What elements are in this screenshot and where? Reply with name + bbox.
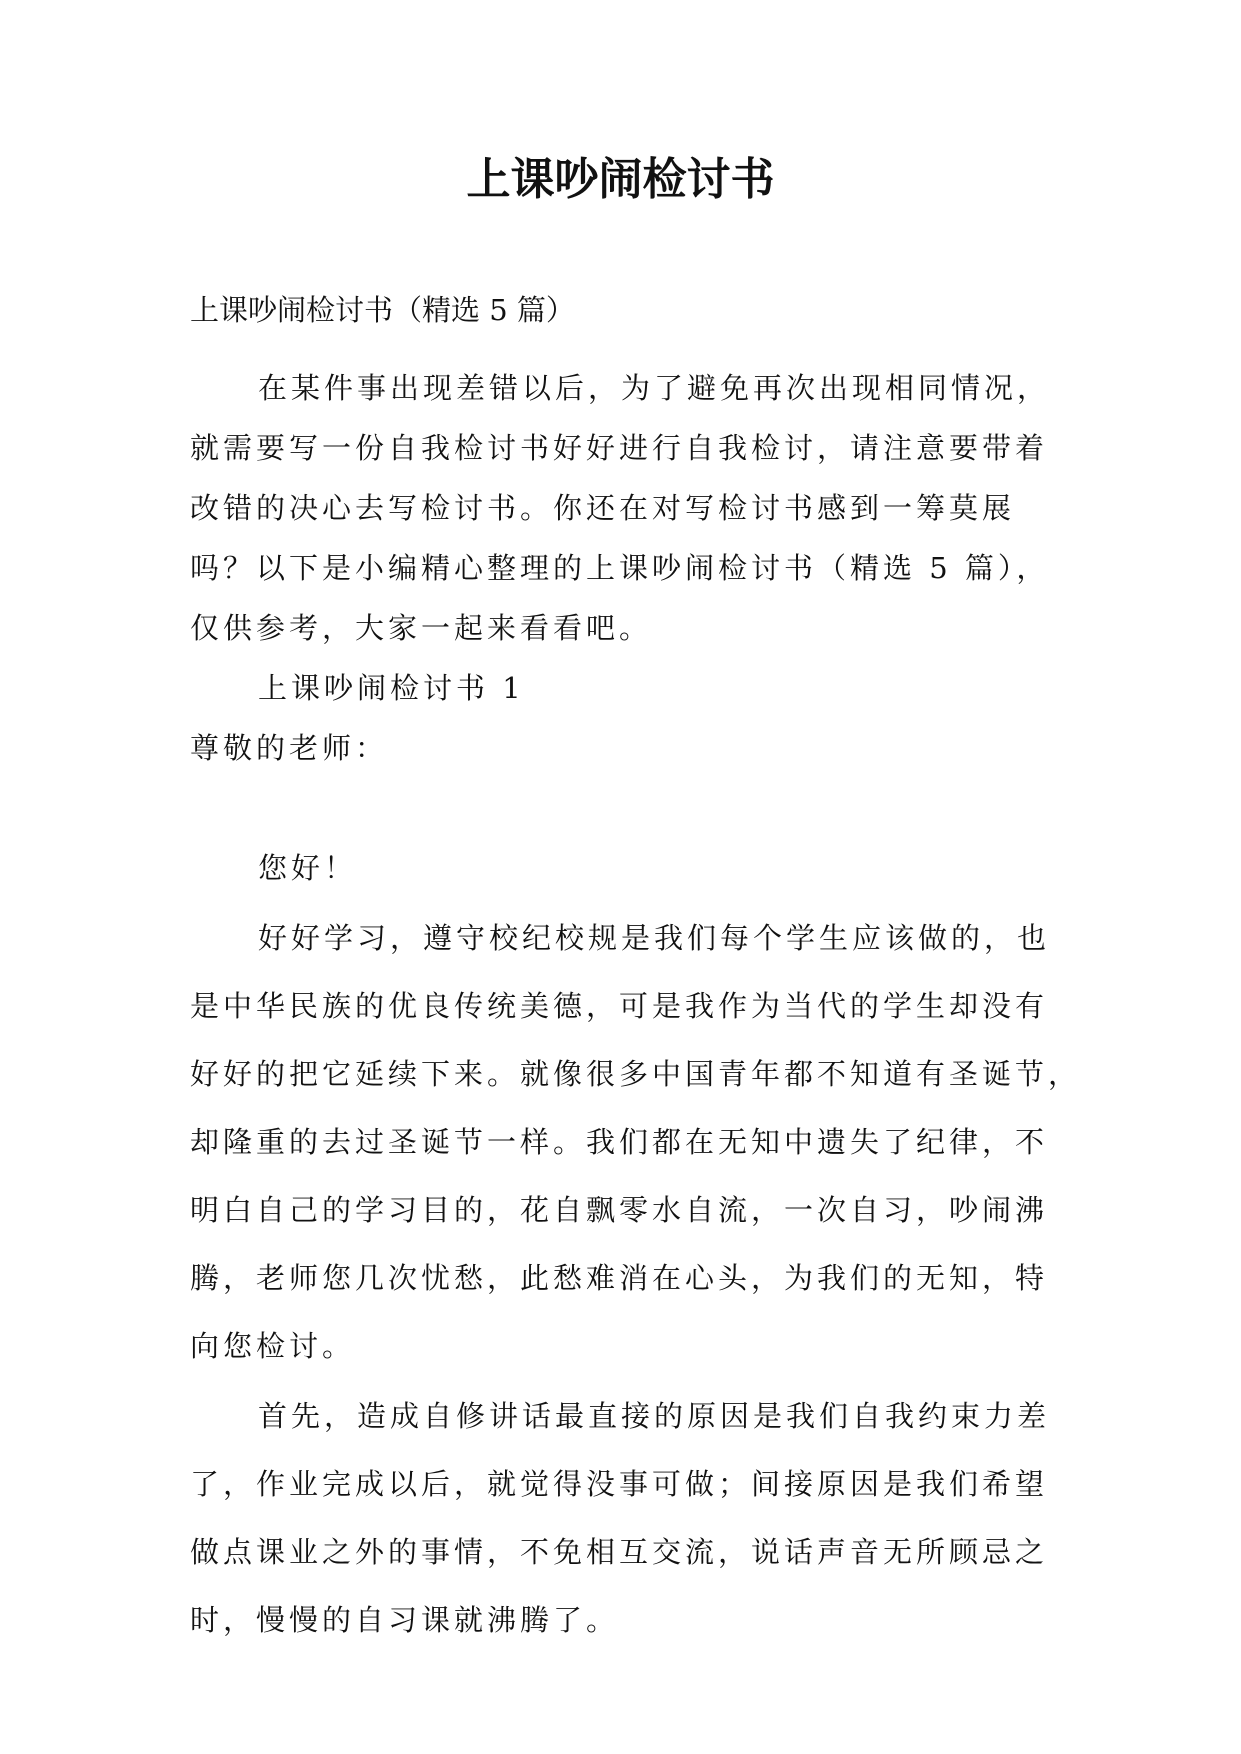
body-line: 吗？以下是小编精心整理的上课吵闹检讨书（精选 5 篇），	[190, 551, 1050, 585]
body-line: 改错的决心去写检讨书。你还在对写检讨书感到一筹莫展	[190, 491, 1016, 525]
body-line: 向您检讨。	[190, 1329, 356, 1363]
body-line: 腾，老师您几次忧愁，此愁难消在心头，为我们的无知，特	[190, 1261, 1049, 1295]
greeting: 您好！	[258, 851, 358, 885]
body-line: 仅供参考，大家一起来看看吧。	[190, 611, 653, 645]
body-line: 就需要写一份自我检讨书好好进行自我检讨，请注意要带着	[190, 431, 1049, 465]
body-line: 却隆重的去过圣诞节一样。我们都在无知中遗失了纪律，不	[190, 1125, 1049, 1159]
salutation: 尊敬的老师：	[190, 731, 389, 765]
body-line: 是中华民族的优良传统美德，可是我作为当代的学生却没有	[190, 989, 1049, 1023]
body-line: 好好的把它延续下来。就像很多中国青年都不知道有圣诞节，	[190, 1057, 1082, 1091]
body-line: 时，慢慢的自习课就沸腾了。	[190, 1603, 620, 1637]
body-line: 好好学习，遵守校纪校规是我们每个学生应该做的，也	[258, 921, 1051, 955]
body-line: 明白自己的学习目的，花自飘零水自流，一次自习，吵闹沸	[190, 1193, 1049, 1227]
body-line: 在某件事出现差错以后，为了避免再次出现相同情况，	[258, 371, 1051, 405]
section-heading: 上课吵闹检讨书 1	[258, 671, 525, 705]
body-line: 首先，造成自修讲话最直接的原因是我们自我约束力差	[258, 1399, 1051, 1433]
document-title: 上课吵闹检讨书	[466, 154, 775, 205]
body-line: 做点课业之外的事情，不免相互交流，说话声音无所顾忌之	[190, 1535, 1049, 1569]
document-subtitle: 上课吵闹检讨书（精选 5 篇）	[190, 293, 575, 327]
body-line: 了，作业完成以后，就觉得没事可做；间接原因是我们希望	[190, 1467, 1049, 1501]
